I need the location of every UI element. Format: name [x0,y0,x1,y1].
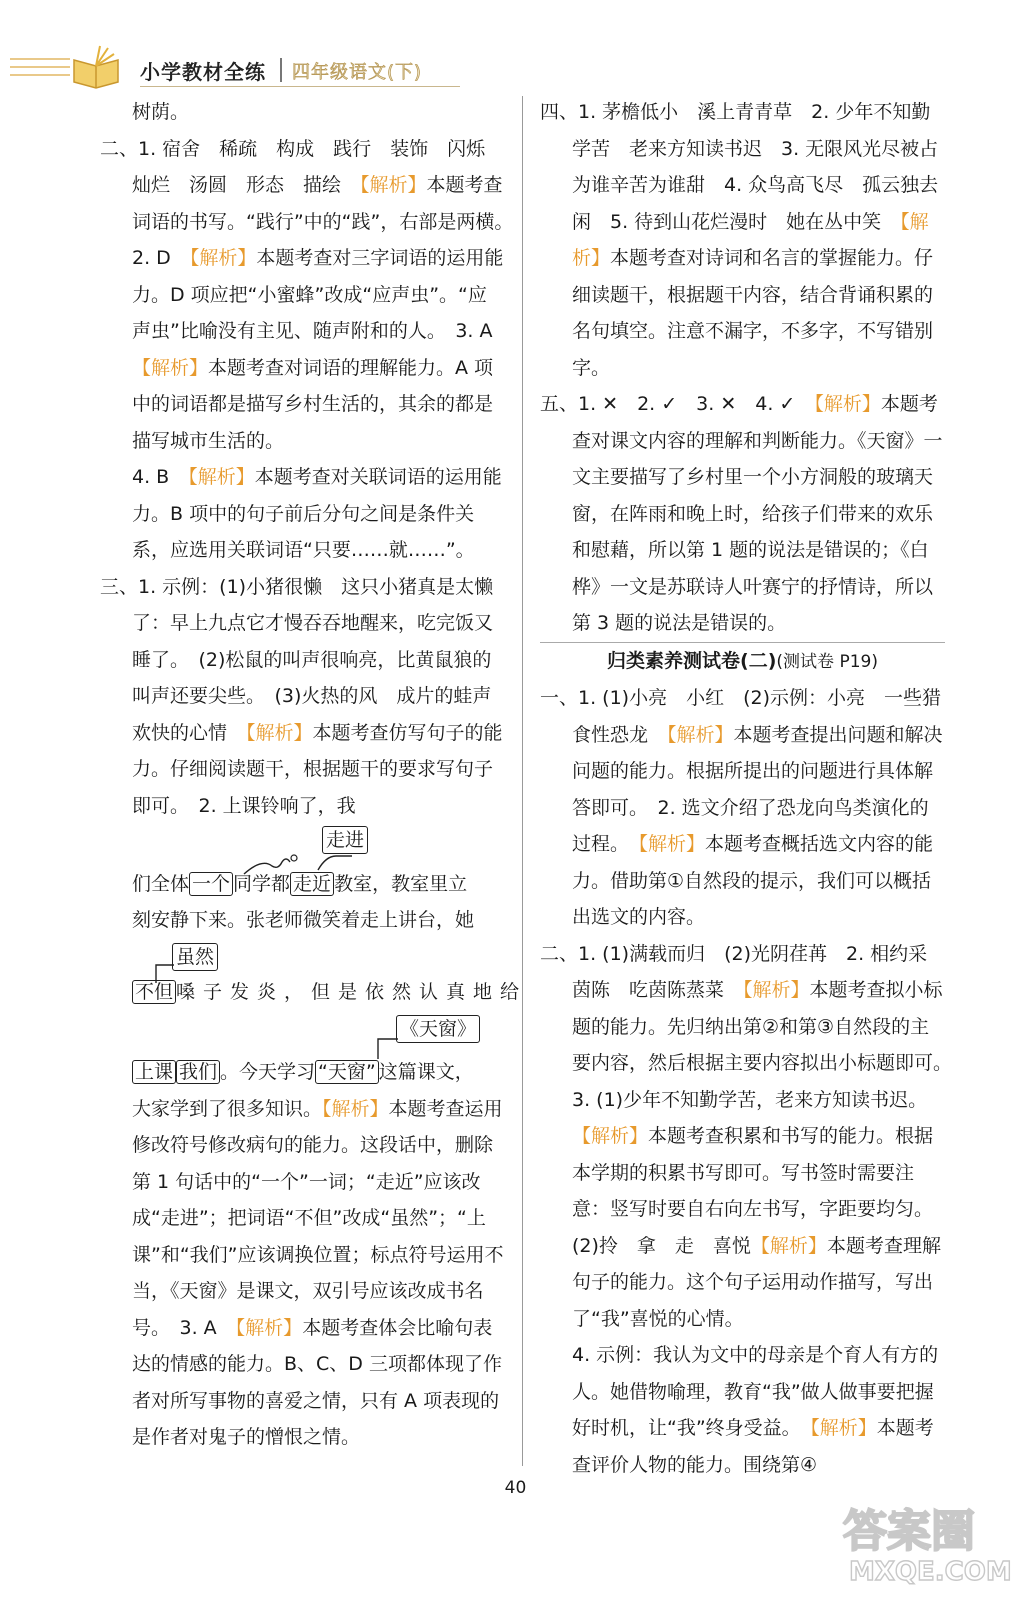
answer-text: 嗓子发炎，但是依然认真地给 [176,981,528,1003]
jiexi-tag: 【解析】 [246,721,313,744]
header-decoration [10,58,70,88]
column-divider [522,96,523,1466]
page-header [0,0,1031,100]
marked-word: 走近 [290,872,334,896]
answer-text: 本题考查对诗词和名言的掌握能力。仔细读题干，根据题干内容，结合背诵积累的名句填空。注意不漏字，不多字，不写错别字。 [572,247,934,379]
answer-text: 三、1. 示例：(1)小猪很懒 这只小猪真是太懒了：早上九点它才慢吞吞地醒来，吃完饭又睡了。 (2)松鼠的叫声很响亮，比黄鼠狼的叫声还要尖些。 (3)火热的风 成片的蛙声 欢快的心情 [100,575,511,744]
answer-text: 本题考查对课文内容的理解和判断能力。《天窗》一文主要描写了乡村里一个小方洞般的玻璃天窗，在阵雨和晚上时，给孩子们带来的欢乐和慰藉，所以第 1 题的说法是错误的；《白桦》一文是苏联诗人叶赛宁的抒情诗，所以第 3 题的说法是错误的。 [572,393,943,634]
answer-item [540,1337,945,1483]
answer-section-1 [540,680,945,936]
book-title: 小学教材全练 [140,60,266,84]
answer-text: 本题考查评价人物的能力。围绕第④ [572,1417,934,1476]
answer-text: 树荫。 [132,101,190,123]
section-note: (测试卷 P19) [776,651,878,672]
open-book-icon [66,42,126,92]
book-subtitle: 四年级语文(下) [292,62,423,83]
jiexi-tag: 【解析】 [132,356,209,379]
jiexi-tag: 【解析】 [360,174,427,196]
answer-text: 本题考查概括选文内容的能力。借助第①自然段的提示，我们可以概括出选文的内容。 [572,833,934,928]
answer-text: 们全体 [132,872,190,895]
answer-text: 灿烂 汤圆 形态 描绘 [132,174,361,196]
answer-section-2b [540,936,962,1338]
right-column [540,94,962,1483]
jiexi-tag: 【解析】 [188,466,255,488]
watermark-main: 答案圈 [843,1506,975,1557]
answer-section-3 [100,569,511,825]
jiexi-tag: 【解析】 [814,393,881,415]
answer-text: 本题考查提出问题和解决问题的能力。根据所提出的问题进行具体解答即可。 2. 选文介绍了恐龙向鸟类演化的过程。 [572,723,943,855]
watermark-logo [835,1488,1015,1588]
jiexi-tag: 【解析】 [810,1417,877,1439]
answer-text: 大家学到了很多知识。 [132,1097,323,1120]
answer-text: 教室，教室里立 [334,872,468,895]
marked-word: 我们 [176,1060,220,1084]
jiexi-tag: 【解析】 [667,723,734,746]
answer-text: 本题考查仿写句子的能力。仔细阅读题干，根据题干的要求写句子即可。 2. 上课铃响了，我 [132,721,503,817]
edited-sentence [132,866,467,903]
answer-item [100,459,505,569]
jiexi-tag: 【解析】 [235,1316,303,1339]
edit-line-3 [100,1011,505,1091]
answer-text: 本题考查对关联词语的运用能力。B 项中的句子前后分句之间是条件关系，应选用关联词语“只要……就……”。 [132,466,502,561]
left-column [100,94,528,1456]
answer-text: 刻安静下来。张老师微笑着走上讲台，她 [132,909,475,931]
jiexi-tag: 【解析】 [189,247,257,269]
answer-section-5 [540,386,945,642]
marked-word: 不但 [132,980,176,1004]
edited-sentence [132,974,527,1011]
marked-word: 上课 [132,1060,176,1084]
answer-text: 五、1. ✕ 2. ✓ 3. ✕ 4. ✓ [540,393,815,415]
answer-text: 。今天学习 [220,1061,316,1083]
answer-text: 本题考查对三字词语的运用能力。D 项应把“小蜜蜂”改成“应声虫”。“应声虫”比喻没有主见、随声附和的人。 3. A [132,247,512,342]
answer-text: 本题考查积累和书写的能力。根据本学期的积累书写即可。写书签时需要注意：竖写时要自右向左书写，字距要均匀。 (2)拎 拿 走 喜悦 [572,1125,943,1257]
page-number: 40 [504,1478,527,1498]
answer-text: 同学都 [233,872,291,895]
correction-word: 虽然 [172,943,218,971]
answer-text: 这篇课文， [378,1061,474,1083]
marked-word: “天窗” [315,1060,379,1084]
answer-text: 本题考查理解句子的能力。这个句子运用动作描写，写出了“我”喜悦的心情。 [572,1234,941,1330]
jiexi-tag: 【解析】 [750,1234,827,1257]
answer-text: 一、1. (1)小亮 小红 (2)示例：小亮 一些猎食性恐龙 [540,687,941,746]
header-separator [280,58,282,82]
jiexi-tag: 【解析】 [572,1125,649,1147]
edited-sentence [132,1054,474,1091]
answer-text: 4. 示例：我认为文中的母亲是个育人有方的人。她借物喻理，教育“我”做人做事要把握好时机，让“我”终身受益。 [572,1344,939,1439]
answer-text: 本题考查拟小标题的能力。先归纳出第②和第③自然段的主要内容，然后根据主要内容拟出小标题即可。 3. (1)少年不知勤学苦，老来方知读书迟。 [572,979,962,1111]
header-rule [140,86,460,87]
answer-text: 四、1. 茅檐低小 溪上青青草 2. 少年不知勤学苦 老来方知读书迟 3. 无限风光尽被占 为谁辛苦为谁甜 4. 众鸟高飞尽 孤云独去闲 5. 待到山花烂漫时 她在丛中笑 [540,101,958,233]
answer-text: 本题考查对词语的理解能力。A 项中的词语都是描写乡村生活的，其余的都是描写城市生活的。 [132,356,494,452]
answer-section-2 [100,131,523,460]
jiexi-tag: 【解析】 [572,210,929,269]
marked-word: 一个 [189,872,233,896]
jiexi-tag: 【解析】 [638,833,706,855]
jiexi-tag: 【解析】 [743,979,810,1001]
answer-text: 本题考查体会比喻句表达的情感的能力。B、C、D 三项都体现了作者对所写事物的喜爱之情，只有 A 项表现的是作者对鬼子的憎恨之情。 [132,1316,502,1448]
correction-word: 《天窗》 [396,1015,480,1043]
answer-item [100,1091,505,1456]
answer-text: 本题考查运用修改符号修改病句的能力。这段话中，删除第 1 句话中的“一个”一词；“走近”应该改成“走进”；把词语“不但”改成“虽然”；“上课”和“我们”应该调换位置；标点符号运用不当，《天窗》是课文，双引号应该改成书名号。 3. A [132,1097,504,1339]
answer-section-4 [540,94,958,386]
watermark-url: MXQE.COM [849,1557,1012,1587]
section-title-text: 归类素养测试卷(二) [607,649,777,672]
answer-text: 二、1. 宿舍 稀疏 构成 践行 装饰 闪烁 [100,137,486,160]
answer-text: 4. B [132,466,189,488]
jiexi-tag: 【解析】 [322,1097,389,1120]
answer-text: 二、1. (1)满载而归 (2)光阴荏苒 2. 相约采茵陈 吃茵陈蒸菜 [540,942,928,1001]
section-title [540,643,945,681]
correction-word: 走进 [322,826,368,854]
edit-line-2 [100,939,528,1011]
answer-text: 本题考查词语的书写。“践行”中的“践”，右部是两横。 2. D [132,174,523,269]
edit-line-1 [100,824,505,902]
